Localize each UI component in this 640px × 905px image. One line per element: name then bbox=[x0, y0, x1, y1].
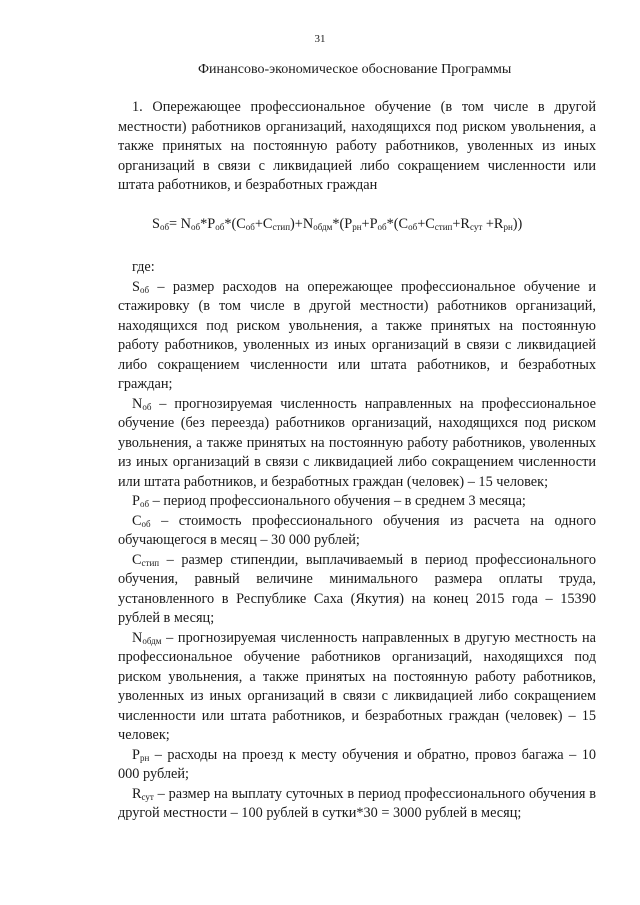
definition-subscript: сут bbox=[141, 791, 154, 802]
formula-subscript: обдм bbox=[313, 222, 333, 232]
formula-subscript: об bbox=[191, 222, 201, 232]
formula-term: +R bbox=[452, 216, 470, 232]
definition-item bbox=[118, 629, 596, 746]
page-number: 31 bbox=[314, 33, 326, 45]
definition-symbol: S bbox=[132, 278, 140, 295]
formula-lhs-subscript: об bbox=[159, 222, 170, 232]
definition-subscript: стип bbox=[141, 557, 160, 568]
definition-item bbox=[118, 746, 596, 785]
definition-item bbox=[118, 551, 596, 629]
page-title: Финансово-экономическое обоснование Программы bbox=[198, 62, 512, 77]
definitions-list bbox=[118, 258, 596, 824]
formula-subscript: рн bbox=[503, 222, 513, 232]
definition-text: – прогнозируемая численность направленных на профессиональное обучение (без переезда) работников организаций, находящихся под риском увольнения, а также принятых на постоянную работу работников, уволенных из иных организаций в связи с ликвидацией либо сокращением численности или штата работников, и безработных граждан (человек) – 15 человек; bbox=[118, 395, 596, 490]
formula-term: = N bbox=[169, 216, 192, 232]
formula-subscript: стип bbox=[434, 222, 453, 232]
definition-subscript: рн bbox=[139, 752, 150, 763]
formula-subscript: рн bbox=[352, 222, 362, 232]
formula-term: +R bbox=[482, 216, 504, 232]
definition-symbol: C bbox=[132, 551, 142, 568]
definition-subscript: об bbox=[142, 401, 152, 412]
cost-formula bbox=[152, 216, 522, 233]
definitions-container bbox=[118, 278, 596, 824]
definition-text: – прогнозируемая численность направленных в другую местность на профессиональное обучение работников организаций, находящихся под риском увольнения, а также принятых на постоянную работу работников, уволенных из иных организаций в связи с ликвидацией либо сокращением численности или штата работников, и безработных граждан (человек) – 15 человек; bbox=[118, 629, 596, 743]
definition-text: – расходы на проезд к месту обучения и обратно, провоз багажа – 10 000 рублей; bbox=[118, 746, 596, 782]
formula-term: *(P bbox=[332, 216, 353, 232]
formula-subscript: об bbox=[377, 222, 387, 232]
definition-item bbox=[118, 278, 596, 395]
formula-subscript: об bbox=[215, 222, 225, 232]
definition-text: – размер расходов на опережающее профессиональное обучение и стажировку (в том числе в другой местности) работников организаций, находящихся под риском увольнения, а также принятых на постоянную работу работников, уволенных из иных организаций в связи с ликвидацией либо сокращением численности или штата работников, и безработных граждан; bbox=[118, 278, 596, 392]
where-label: где: bbox=[132, 259, 155, 275]
section-heading: 1. Опережающее профессиональное обучение (в том числе в другой местности) работников организаций, находящихся под риском увольнения, а также принятых на постоянную работу работников, уволенных из иных организаций в связи с ликвидацией либо сокращением численности или штата работников, и безработных граждан bbox=[118, 99, 596, 193]
definition-subscript: об bbox=[139, 284, 150, 295]
formula-term: *(C bbox=[224, 216, 246, 232]
definition-text: – период профессионального обучения – в среднем 3 месяца; bbox=[149, 493, 526, 509]
formula-subscript: об bbox=[408, 222, 418, 232]
section-1 bbox=[118, 98, 596, 196]
formula-terms bbox=[169, 216, 522, 232]
definition-text: – размер на выплату суточных в период профессионального обучения в другой местности – 100 рублей в сутки*30 = 3000 рублей в месяц; bbox=[118, 785, 596, 821]
definition-item bbox=[118, 395, 596, 493]
definition-symbol: P bbox=[132, 746, 140, 763]
definition-item bbox=[118, 492, 596, 512]
definition-text: – стоимость профессионального обучения из расчета на одного обучающегося в месяц – 30 000 рублей; bbox=[118, 512, 596, 548]
formula-lhs: S bbox=[152, 216, 160, 232]
definition-symbol: N bbox=[132, 629, 143, 646]
definition-item bbox=[118, 785, 596, 824]
definition-symbol: C bbox=[132, 512, 142, 529]
definition-symbol: N bbox=[132, 395, 143, 412]
formula-term: *(C bbox=[386, 216, 409, 232]
formula-term: )) bbox=[512, 216, 523, 232]
definition-text: – размер стипендии, выплачиваемый в период профессионального обучения, равный величине минимального размера оплаты труда, установленного в Республике Саха (Якутия) на конец 2015 года – 15390 рублей в месяц; bbox=[118, 551, 596, 626]
definition-symbol: R bbox=[132, 785, 142, 802]
definition-subscript: об bbox=[141, 518, 151, 529]
formula-term: +P bbox=[361, 216, 378, 232]
definition-symbol: P bbox=[132, 493, 140, 509]
definition-subscript: обдм bbox=[142, 635, 162, 646]
definition-item bbox=[118, 512, 596, 551]
formula-subscript: сут bbox=[469, 222, 483, 232]
definition-subscript: об bbox=[139, 499, 150, 509]
formula-term: +C bbox=[254, 216, 273, 232]
formula-term: )+N bbox=[290, 216, 314, 232]
formula-subscript: об bbox=[245, 222, 255, 232]
formula-term: +C bbox=[417, 216, 435, 232]
formula-subscript: стип bbox=[272, 222, 291, 232]
formula-term: *P bbox=[200, 216, 216, 232]
